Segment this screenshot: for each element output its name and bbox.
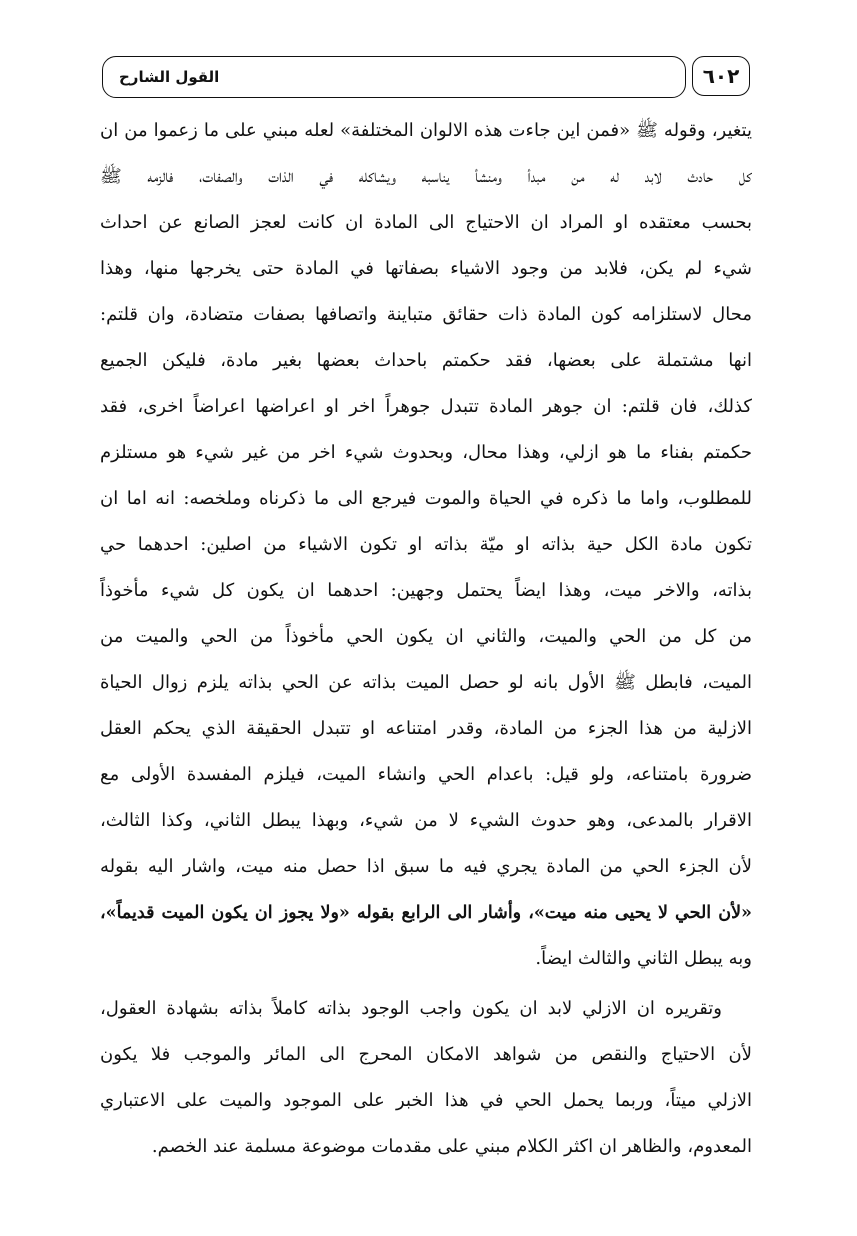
running-title	[102, 56, 686, 98]
text-line: كل حادث لابد له من مبدأ ومنشأ يناسبه ويشاكله في الذات والصفات، فالزمه ﷺ	[100, 166, 752, 187]
text-line: كذلك، فان قلتم: ان جوهر المادة تتبدل جوهراً اخر او اعراضها اعراضاً اخرى، فقد	[100, 396, 752, 417]
text-line: حكمتم بفناء ما هو ازلي، وهذا محال، وبحدوث شيء اخر من غير شيء هو مستلزم	[100, 442, 752, 463]
text-line: الازلية من هذا الجزء من المادة، وقدر امتناعه او تتبدل الحقيقة الذي يحكم العقل	[100, 718, 752, 739]
text-line: الميت، فابطل ﷺ الأول بانه لو حصل الميت بذاته عن الحي بذاته يلزم زوال الحياة	[100, 672, 752, 693]
text-line: شيء لم يكن، فلابد من وجود الاشياء بصفاتها في المادة حتى يخرجها منها، وهذا	[100, 258, 752, 279]
text-line: تكون مادة الكل حية بذاته او ميّة بذاته او تكون الاشياء من اصلين: احدهما حي	[100, 534, 752, 555]
text-line: بذاته، والاخر ميت، وهذا ايضاً يحتمل وجهين: احدهما ان يكون كل شيء مأخوذاً	[100, 580, 752, 601]
text-line: الازلي ميتاً، وربما يحمل الحي في هذا الخبر على الموجود والميت على الاعتباري	[100, 1090, 752, 1111]
quoted-text-line: «لأن الحي لا يحيى منه ميت»، وأشار الى الرابع بقوله «ولا يجوز ان يكون الميت قديماً»،	[100, 903, 752, 923]
text-line: محال لاستلزامه كون المادة ذات حقائق متباينة واتصافها بصفات متضادة، وان قلتم:	[100, 304, 752, 325]
page-number: ٦٠٢	[692, 56, 750, 96]
text-line: من كل من الحي والميت، والثاني ان يكون الحي مأخوذاً من الحي والميت من	[100, 626, 752, 647]
text-line: للمطلوب، واما ما ذكره في الحياة والموت فيرجع الى ما ذكرناه وملخصه: انه اما ان	[100, 488, 752, 509]
text-line: لأن الاحتياج والنقص من شواهد الامكان المحرج الى المائر والموجب فلا يكون	[100, 1044, 752, 1065]
text-line: وتقريره ان الازلي لابد ان يكون واجب الوجود بذاته كاملاً بذاته بشهادة العقول،	[100, 998, 722, 1019]
text-line: انها مشتملة على بعضها، فقد حكمتم باحداث بعضها بغير مادة، فليكن الجميع	[100, 350, 752, 371]
text-line: المعدوم، والظاهر ان اكثر الكلام مبني على مقدمات موضوعة مسلمة عند الخصم.	[151, 1136, 752, 1157]
text-line: ضرورة بامتناعه، ولو قيل: باعدام الحي وانشاء الميت، فيلزم المفسدة الأولى مع	[100, 764, 752, 785]
text-line: لأن الجزء الحي من المادة يجري فيه ما سبق اذا حصل منه ميت، واشار اليه بقوله	[100, 856, 752, 877]
text-line: وبه يبطل الثاني والثالث ايضاً.	[535, 948, 752, 969]
text-line: بحسب معتقده او المراد ان الاحتياج الى المادة ان كانت لعجز الصانع عن احداث	[100, 212, 752, 233]
body-text	[100, 108, 752, 1170]
running-header	[102, 56, 750, 102]
text-line: الاقرار بالمدعى، وهو حدوث الشيء لا من شيء، وبهذا يبطل الثاني، وكذا الثالث،	[100, 810, 752, 831]
running-title-text: القول الشارح	[119, 68, 220, 86]
text-line: يتغير، وقوله ﷺ «فمن اين جاءت هذه الالوان المختلفة» لعله مبني على ما زعموا من ان	[100, 120, 752, 141]
